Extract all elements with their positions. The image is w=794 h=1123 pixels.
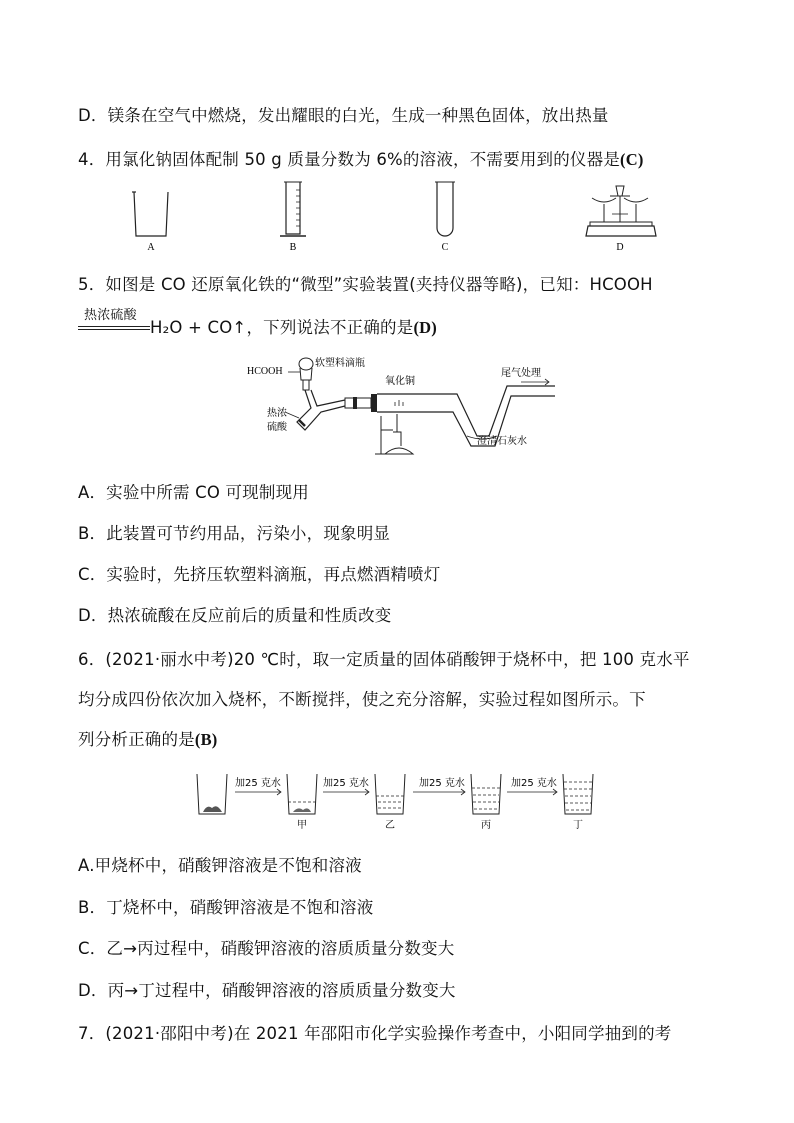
q4-label-b: B xyxy=(289,242,297,253)
q5-option-c: C．实验时，先挤压软塑料滴瓶，再点燃酒精喷灯 xyxy=(78,565,441,584)
reaction-condition-arrow xyxy=(78,308,150,338)
q5-option-a: A．实验中所需 CO 可现制现用 xyxy=(78,483,309,502)
q5-figure xyxy=(245,350,565,460)
add-water-label-4: 加25 克水 xyxy=(511,778,557,789)
q6-option-a: A.甲烧杯中，硝酸钾溶液是不饱和溶液 xyxy=(78,856,362,875)
q3-option-d: D．镁条在空气中燃烧，发出耀眼的白光，生成一种黑色固体，放出热量 xyxy=(78,106,609,125)
q6-option-d: D．丙→丁过程中，硝酸钾溶液的溶质质量分数变大 xyxy=(78,981,456,1000)
dropper-label: 软塑料滴瓶 xyxy=(315,358,365,369)
beaker-label-bing: 丙 xyxy=(481,820,491,831)
graduated-cylinder-icon xyxy=(280,182,306,236)
hcooh-label: HCOOH xyxy=(247,366,283,377)
beaker-jia-icon xyxy=(287,774,317,814)
reaction-condition: 热浓硫酸 xyxy=(84,308,137,323)
test-tube-icon xyxy=(435,182,455,236)
beaker-initial-icon xyxy=(197,774,227,814)
acid-label-2: 硫酸 xyxy=(267,422,287,433)
q4-label-a: A xyxy=(147,242,155,253)
beaker-bing-icon xyxy=(471,774,501,814)
glass-tube-icon xyxy=(377,386,555,446)
q4-text: 4．用氯化钠固体配制 50 g 质量分数为 6%的溶液，不需要用到的仪器是 xyxy=(78,150,621,169)
beaker-icon xyxy=(132,192,168,236)
tail-gas-label: 尾气处理 xyxy=(501,368,541,379)
q4-stem xyxy=(78,150,644,170)
acid-label-1: 热浓 xyxy=(267,408,287,419)
add-water-label-3: 加25 克水 xyxy=(419,778,465,789)
q4-answer: (C) xyxy=(620,150,644,169)
q4-label-c: C xyxy=(441,242,449,253)
add-water-label-1: 加25 克水 xyxy=(235,778,281,789)
add-water-label-2: 加25 克水 xyxy=(323,778,369,789)
limewater-label: 澄清石灰水 xyxy=(477,436,527,447)
q5-equation-text: H₂O + CO↑，下列说法不正确的是 xyxy=(150,318,414,337)
q5-stem-line2 xyxy=(78,308,437,338)
connector-icon xyxy=(345,394,377,412)
q6-option-c: C．乙→丙过程中，硝酸钾溶液的溶质质量分数变大 xyxy=(78,939,455,958)
alcohol-burner-icon xyxy=(375,414,413,454)
cuo-label: 氧化铜 xyxy=(385,376,415,387)
q6-stem-line3 xyxy=(78,730,218,750)
y-tube-icon xyxy=(297,390,345,430)
q5-option-b: B．此装置可节约用品，污染小，现象明显 xyxy=(78,524,391,543)
q6-figure xyxy=(195,772,615,834)
beaker-label-jia: 甲 xyxy=(297,820,307,831)
q5-option-d: D．热浓硫酸在反应前后的质量和性质改变 xyxy=(78,606,392,625)
balance-icon xyxy=(586,186,656,236)
q6-text: 列分析正确的是 xyxy=(78,730,195,749)
beaker-label-ding: 丁 xyxy=(573,820,583,831)
beaker-ding-icon xyxy=(563,774,593,814)
q4-figure xyxy=(120,178,680,258)
q7-stem-line1: 7．(2021·邵阳中考)在 2021 年邵阳市化学实验操作考查中，小阳同学抽到的考 xyxy=(78,1024,672,1043)
q5-stem-line1: 5．如图是 CO 还原氧化铁的“微型”实验装置(夹持仪器等略)，已知：HCOOH xyxy=(78,275,653,294)
q6-stem-line1: 6．(2021·丽水中考)20 ℃时，取一定质量的固体硝酸钾于烧杯中，把 100 克水平 xyxy=(78,650,690,669)
q6-stem-line2: 均分成四份依次加入烧杯，不断搅拌，使之充分溶解，实验过程如图所示。下 xyxy=(78,690,646,709)
beaker-yi-icon xyxy=(375,774,405,814)
dropper-bottle-icon xyxy=(288,358,313,390)
beaker-label-yi: 乙 xyxy=(385,820,395,831)
q5-answer: (D) xyxy=(413,318,437,337)
q4-label-d: D xyxy=(616,242,624,253)
q6-answer: (B) xyxy=(194,730,218,749)
q6-option-b: B．丁烧杯中，硝酸钾溶液是不饱和溶液 xyxy=(78,898,374,917)
